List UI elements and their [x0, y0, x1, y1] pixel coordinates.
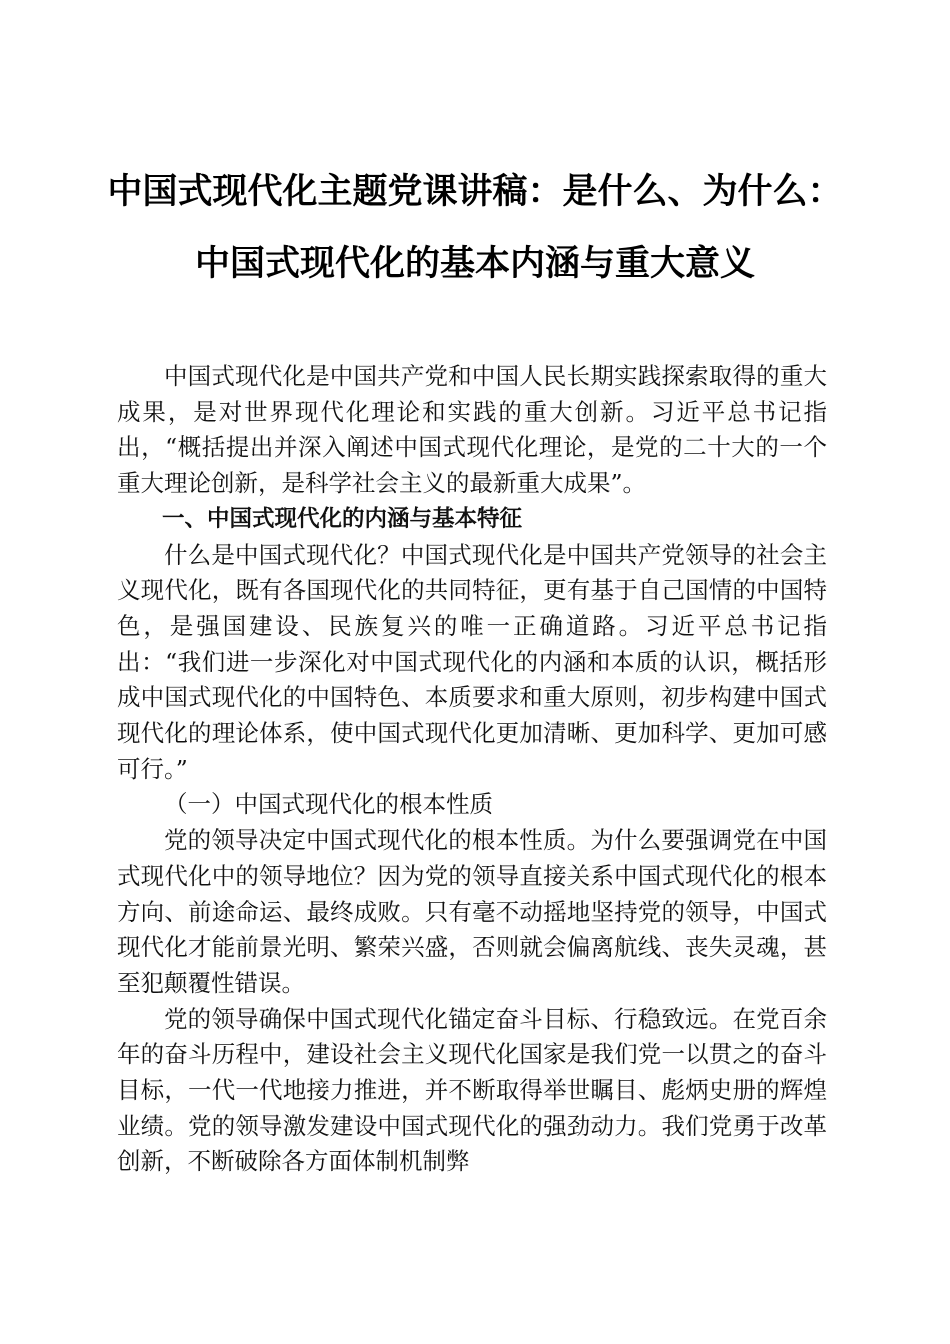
document-title-line-2: 中国式现代化的基本内涵与重大意义: [194, 244, 755, 284]
section-heading: 一、中国式现代化的内涵与基本特征: [162, 505, 523, 532]
body-paragraph: 党的领导决定中国式现代化的根本性质。为什么要强调党在中国式现代化中的领导地位？因为党的领导直接关系中国式现代化的根本方向、前途命运、最终成败。只有毫不动摇地坚持党的领导，中国式现代化才能前景光明、繁荣兴盛，否则就会偏离航线、丧失灵魂，甚至犯颠覆性错误。: [117, 826, 827, 997]
subsection-heading: （一）中国式现代化的根本性质: [164, 790, 493, 819]
body-paragraph: 党的领导确保中国式现代化锚定奋斗目标、行稳致远。在党百余年的奋斗历程中，建设社会主义现代化国家是我们党一以贯之的奋斗目标，一代一代地接力推进，并不断取得举世瞩目、彪炳史册的辉煌业绩。党的领导激发建设中国式现代化的强劲动力。我们党勇于改革创新，不断破除各方面体制机制弊: [117, 1004, 827, 1176]
body-paragraph: 什么是中国式现代化？中国式现代化是中国共产党领导的社会主义现代化，既有各国现代化的共同特征，更有基于自己国情的中国特色，是强国建设、民族复兴的唯一正确道路。习近平总书记指出：“我们进一步深化对中国式现代化的内涵和本质的认识，概括形成中国式现代化的中国特色、本质要求和重大原则，初步构建中国式现代化的理论体系，使中国式现代化更加清晰、更加科学、更加可感可行。”: [117, 540, 827, 783]
document-title-line-1: 中国式现代化主题党课讲稿：是什么、为什么：: [107, 172, 843, 212]
intro-paragraph: 中国式现代化是中国共产党和中国人民长期实践探索取得的重大成果，是对世界现代化理论和实践的重大创新。习近平总书记指出，“概括提出并深入阐述中国式现代化理论，是党的二十大的一个重大理论创新，是科学社会主义的最新重大成果”。: [117, 362, 827, 498]
document-body: [117, 359, 827, 1180]
